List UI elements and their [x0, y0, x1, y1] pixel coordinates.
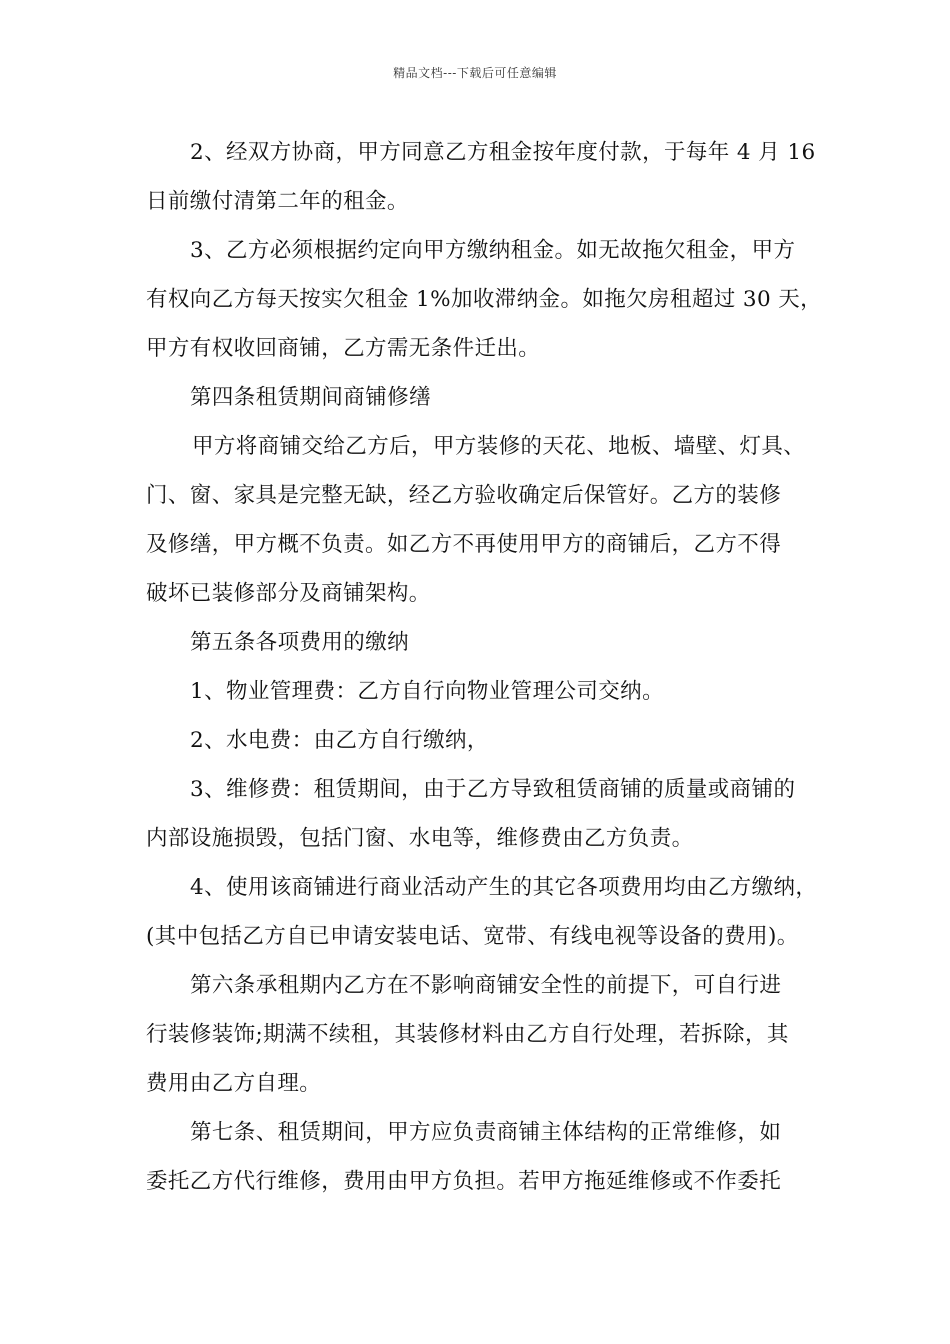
paragraph-line: 2、经双方协商，甲方同意乙方租金按年度付款，于每年 4 月 16 — [190, 140, 816, 165]
paragraph-line: 行装修装饰;期满不续租，其装修材料由乙方自行处理，若拆除，其 — [146, 1022, 789, 1047]
paragraph-line: 有权向乙方每天按实欠租金 1%加收滞纳金。如拖欠房租超过 30 天， — [146, 287, 823, 312]
page-header: 精品文档---下载后可任意编辑 — [393, 66, 557, 80]
paragraph-line: 委托乙方代行维修，费用由甲方负担。若甲方拖延维修或不作委托 — [146, 1169, 782, 1194]
section-heading: 第七条、租赁期间，甲方应负责商铺主体结构的正常维修，如 — [190, 1120, 782, 1145]
paragraph-line: 3、乙方必须根据约定向甲方缴纳租金。如无故拖欠租金，甲方 — [190, 238, 796, 263]
paragraph-line: 日前缴付清第二年的租金。 — [146, 189, 409, 214]
paragraph-line: 门、窗、家具是完整无缺，经乙方验收确定后保管好。乙方的装修 — [146, 483, 782, 508]
paragraph-line: 甲方有权收回商铺，乙方需无条件迁出。 — [146, 336, 541, 361]
paragraph-line: 1、物业管理费：乙方自行向物业管理公司交纳。 — [190, 679, 664, 704]
paragraph-line: 费用由乙方自理。 — [146, 1071, 322, 1096]
paragraph-line: 内部设施损毁，包括门窗、水电等，维修费由乙方负责。 — [146, 826, 694, 851]
paragraph-line: 4、使用该商铺进行商业活动产生的其它各项费用均由乙方缴纳， — [190, 875, 818, 900]
document-body — [146, 128, 826, 1206]
section-heading: 第六条承租期内乙方在不影响商铺安全性的前提下，可自行进 — [190, 973, 782, 998]
paragraph-line: 破坏已装修部分及商铺架构。 — [146, 581, 431, 606]
paragraph-line: 3、维修费：租赁期间，由于乙方导致租赁商铺的质量或商铺的 — [190, 777, 796, 802]
paragraph-line: (其中包括乙方自已申请安装电话、宽带、有线电视等设备的费用)。 — [146, 924, 799, 949]
paragraph-line: 及修缮，甲方概不负责。如乙方不再使用甲方的商铺后，乙方不得 — [146, 532, 782, 557]
paragraph-line: 甲方将商铺交给乙方后，甲方装修的天花、地板、墙壁、灯具、 — [192, 434, 806, 459]
section-heading: 第五条各项费用的缴纳 — [190, 630, 410, 655]
paragraph-line: 2、水电费：由乙方自行缴纳， — [190, 728, 489, 753]
section-heading: 第四条租赁期间商铺修缮 — [190, 385, 431, 410]
